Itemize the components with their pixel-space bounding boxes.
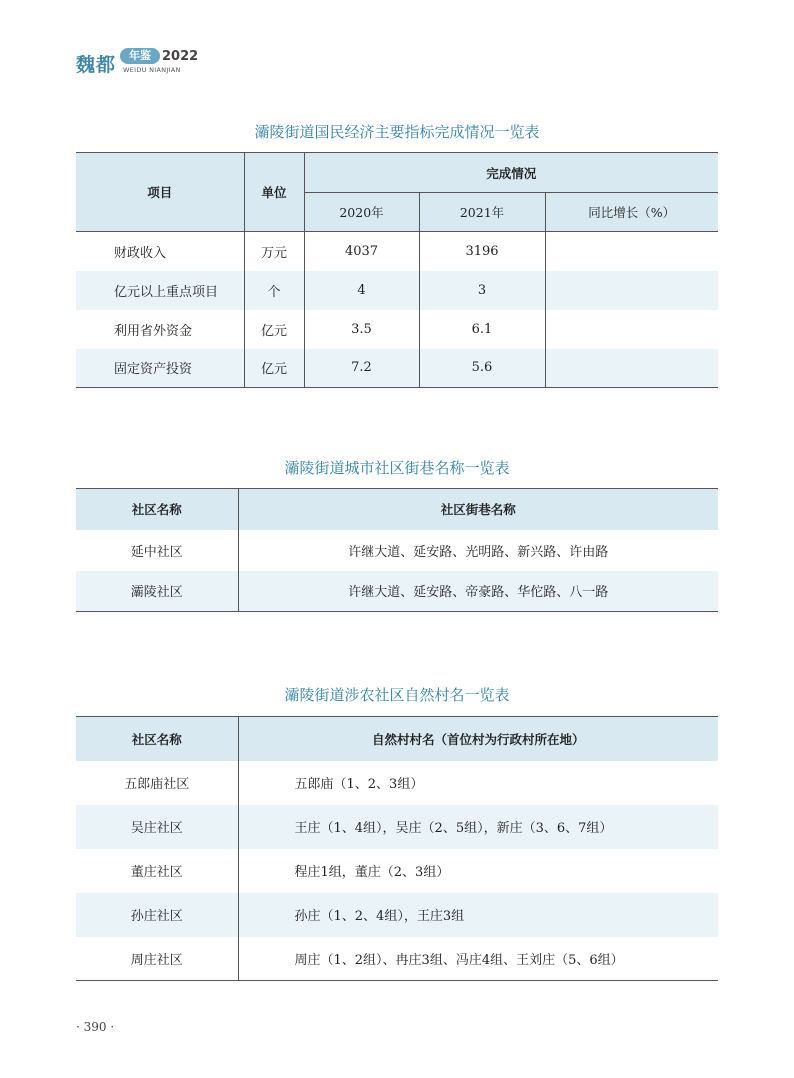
row-community: 灞陵社区 <box>76 571 238 612</box>
row-2021: 3196 <box>419 232 545 271</box>
row-2020: 4037 <box>304 232 419 271</box>
row-streets: 许继大道、延安路、光明路、新兴路、许由路 <box>348 544 609 560</box>
row-2020: 7.2 <box>304 349 419 388</box>
row-unit: 个 <box>244 271 304 310</box>
economic-indicators-table <box>76 152 718 388</box>
row-community: 吴庄社区 <box>76 805 238 849</box>
row-growth <box>545 349 718 388</box>
header-unit: 单位 <box>244 153 304 232</box>
header-community: 社区名称 <box>76 717 238 761</box>
row-unit: 亿元 <box>244 349 304 388</box>
village-names-table <box>76 716 718 981</box>
table2-title: 灞陵街道城市社区街巷名称一览表 <box>284 459 510 477</box>
table-row <box>76 232 718 271</box>
row-item: 亿元以上重点项目 <box>114 284 219 300</box>
row-villages: 五郎庙（1、2、3组） <box>294 777 424 792</box>
table-row <box>76 761 718 805</box>
row-community: 五郎庙社区 <box>76 761 238 805</box>
row-item: 财政收入 <box>114 245 167 261</box>
table-row <box>76 893 718 937</box>
row-community: 延中社区 <box>76 530 238 571</box>
table-row <box>76 271 718 310</box>
row-community: 周庄社区 <box>76 937 238 981</box>
table-row <box>76 349 718 388</box>
row-growth <box>545 232 718 271</box>
header-streets: 社区街巷名称 <box>238 489 718 530</box>
row-villages: 孙庄（1、2、4组），王庄3组 <box>294 909 465 924</box>
row-growth <box>545 271 718 310</box>
logo-chinese-text: 魏都 <box>76 54 117 76</box>
table-row <box>76 849 718 893</box>
row-2021: 5.6 <box>419 349 545 388</box>
table1-title: 灞陵街道国民经济主要指标完成情况一览表 <box>254 123 540 141</box>
header-2021: 2021年 <box>419 193 545 232</box>
table-row <box>76 530 718 571</box>
row-2021: 3 <box>419 271 545 310</box>
header-completion: 完成情况 <box>304 153 718 193</box>
row-2020: 4 <box>304 271 419 310</box>
header-growth: 同比增长（%） <box>545 193 718 232</box>
page-number: · 390 · <box>76 1020 115 1034</box>
table-row <box>76 571 718 612</box>
row-streets: 许继大道、延安路、帝豪路、华佗路、八一路 <box>238 571 718 612</box>
row-unit: 亿元 <box>244 310 304 349</box>
table-row <box>76 937 718 981</box>
header-community: 社区名称 <box>76 489 238 530</box>
header-item: 项目 <box>76 153 244 232</box>
row-villages: 程庄1组，董庄（2、3组） <box>294 865 450 880</box>
row-villages: 王庄（1、4组），吴庄（2、5组），新庄（3、6、7组） <box>294 821 613 836</box>
row-unit: 万元 <box>244 232 304 271</box>
row-2021: 6.1 <box>419 310 545 349</box>
row-growth <box>545 310 718 349</box>
logo-seal: 年鉴 <box>120 48 160 64</box>
row-item: 固定资产投资 <box>76 349 244 388</box>
table-row <box>76 310 718 349</box>
row-community: 董庄社区 <box>76 849 238 893</box>
street-names-table <box>76 488 718 612</box>
header-villages: 自然村村名（首位村为行政村所在地） <box>238 717 718 761</box>
row-item: 利用省外资金 <box>114 323 193 339</box>
logo-subtitle: WEIDU NIANJIAN <box>123 66 181 74</box>
table-row <box>76 805 718 849</box>
logo-year: 2022 <box>162 49 199 64</box>
row-community: 孙庄社区 <box>76 893 238 937</box>
row-2020: 3.5 <box>304 310 419 349</box>
table3-title: 灞陵街道涉农社区自然村名一览表 <box>284 686 510 704</box>
row-villages: 周庄（1、2组）、冉庄3组、冯庄4组、王刘庄（5、6组） <box>238 937 718 981</box>
yearbook-logo <box>76 46 276 80</box>
header-2020: 2020年 <box>304 193 419 232</box>
